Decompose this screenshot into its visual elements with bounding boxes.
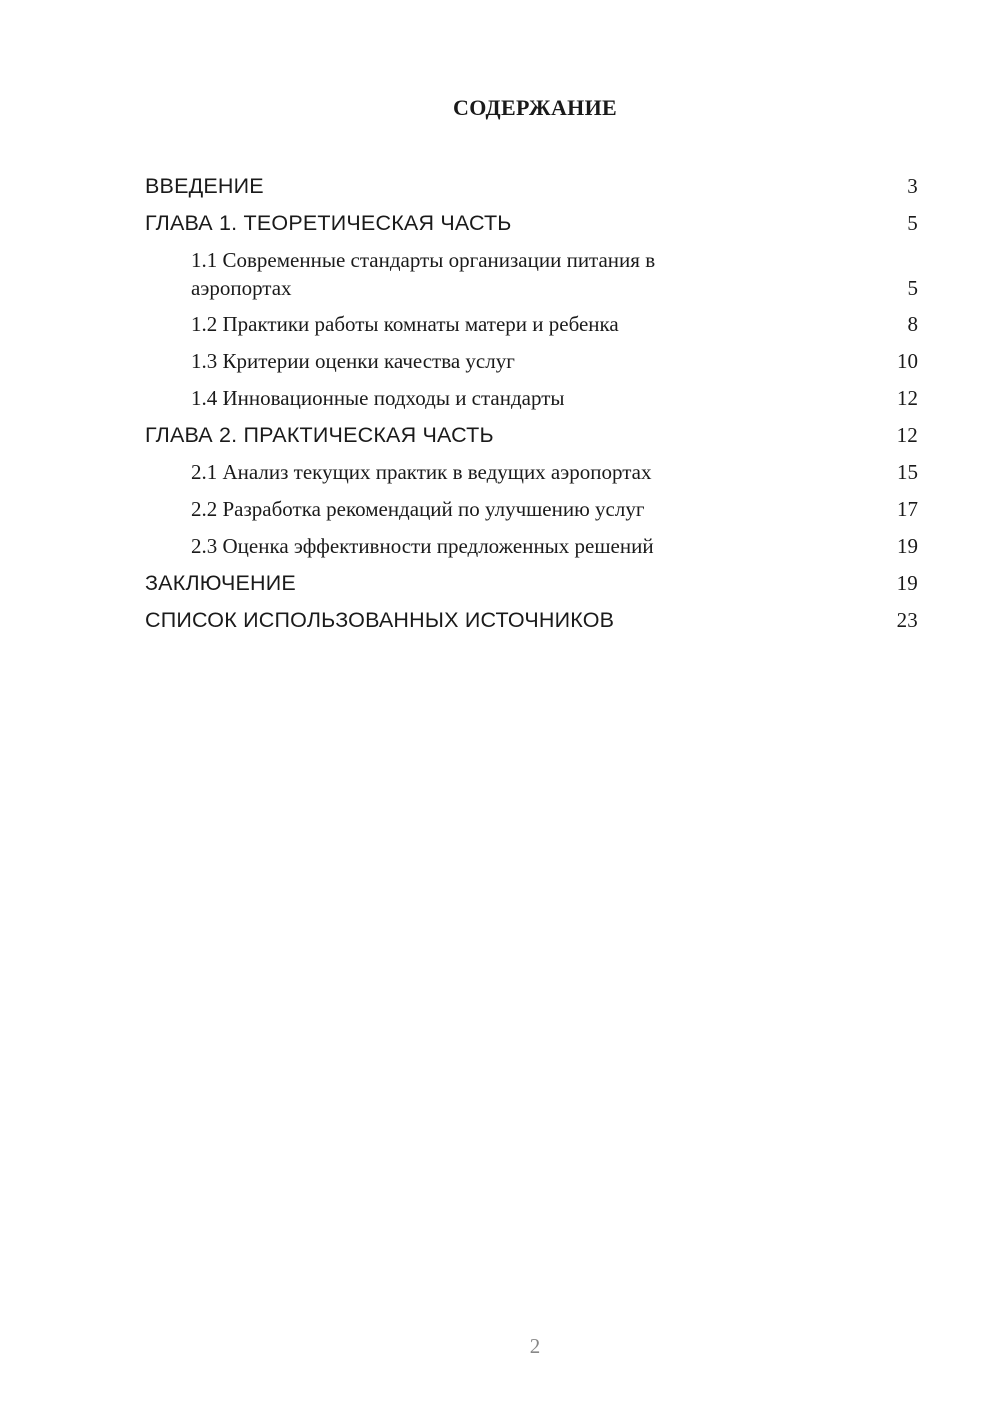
toc-entry-page: 23 <box>896 608 918 632</box>
toc-entry-page: 10 <box>897 349 918 373</box>
toc-entry-label: ГЛАВА 1. ТЕОРЕТИЧЕСКАЯ ЧАСТЬ <box>145 211 512 235</box>
toc-entry-page: 19 <box>896 571 918 595</box>
toc-subentry <box>145 454 918 491</box>
toc-entry-page: 19 <box>897 534 918 558</box>
toc-subentry <box>145 343 918 380</box>
toc-entry-label: ЗАКЛЮЧЕНИЕ <box>145 571 296 595</box>
toc-entry-label: 1.3 Критерии оценки качества услуг <box>191 349 515 373</box>
toc-entry-page: 5 <box>907 276 918 300</box>
toc-entry-label: 2.1 Анализ текущих практик в ведущих аэропортах <box>191 460 652 484</box>
toc-subentry <box>145 306 918 343</box>
toc-entry-page: 5 <box>907 211 918 235</box>
toc-entry-page: 12 <box>897 386 918 410</box>
toc-subentry <box>145 491 918 528</box>
toc-entry-label: 2.3 Оценка эффективности предложенных решений <box>191 534 654 558</box>
toc-entry-page: 8 <box>907 312 918 336</box>
toc-entry-page: 3 <box>907 174 918 198</box>
toc-entry-label: 1.4 Инновационные подходы и стандарты <box>191 386 565 410</box>
toc-entry-label: СПИСОК ИСПОЛЬЗОВАННЫХ ИСТОЧНИКОВ <box>145 608 615 632</box>
toc-entry-label: 1.1 Современные стандарты организации питания в аэропортах <box>191 248 656 300</box>
toc-entry-label: 2.2 Разработка рекомендаций по улучшению услуг <box>191 497 645 521</box>
table-of-contents <box>145 168 918 639</box>
toc-entry <box>145 565 918 602</box>
toc-entry-page: 12 <box>896 423 918 447</box>
page-title: СОДЕРЖАНИЕ <box>453 95 617 120</box>
toc-entry <box>145 417 918 454</box>
toc-subentry <box>145 528 918 565</box>
toc-entry-label: 1.2 Практики работы комнаты матери и ребенка <box>191 312 619 336</box>
toc-subentry <box>145 242 918 306</box>
toc-subentry <box>145 380 918 417</box>
toc-entry <box>145 602 918 639</box>
page-number: 2 <box>529 1334 541 1358</box>
toc-entry <box>145 205 918 242</box>
toc-entry-label: ГЛАВА 2. ПРАКТИЧЕСКАЯ ЧАСТЬ <box>145 423 494 447</box>
toc-entry-page: 17 <box>897 497 918 521</box>
toc-entry <box>145 168 918 205</box>
toc-entry-page: 15 <box>897 460 918 484</box>
toc-entry-label: ВВЕДЕНИЕ <box>145 174 264 198</box>
